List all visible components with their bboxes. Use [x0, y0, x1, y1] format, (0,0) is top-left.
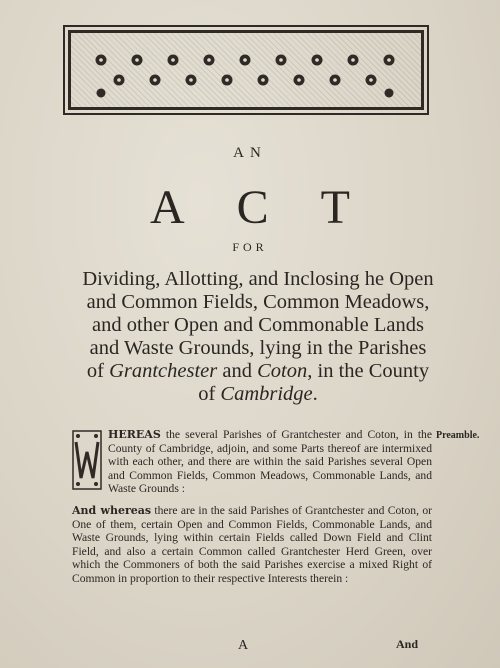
- signature-mark: A: [238, 638, 249, 653]
- margin-note: Preamble.: [436, 430, 480, 441]
- preamble-text: the several Parishes of Grantchester and Coton, in the County of Cambridge, adjoin, and some Parts thereof are intermixed with each other, and there are within the said Parishes several Open and Common Fields, Common Meadows, Commonable Lands, and Waste Grounds :: [108, 428, 432, 496]
- title-line-6: of Cambridge.: [198, 383, 318, 405]
- paragraph-whereas: [72, 504, 432, 586]
- heading-an: AN: [233, 145, 267, 161]
- title-line-4: and Waste Grounds, lying in the Parishes: [89, 337, 427, 359]
- decorated-initial-w-icon: [72, 430, 102, 490]
- ornamental-border: [68, 30, 424, 110]
- heading-act: ACT: [150, 181, 402, 234]
- preamble-lead-word: HEREAS: [108, 428, 161, 441]
- catchword: And: [396, 637, 419, 651]
- title-line-3: and other Open and Commonable Lands: [92, 314, 424, 336]
- heading-for: FOR: [232, 240, 268, 254]
- whereas-lead-word: And whereas: [72, 503, 152, 517]
- title-line-5: of Grantchester and Coton, in the County: [86, 360, 430, 382]
- whereas-text: there are in the said Parishes of Grantchester and Coton, or One of them, certain Open and Common Fields, Commonable Lands, and Waste Grounds, lying within certain Fields called Down Field and Clint Field, and also a certain Common called Grantchester Herd Green, over which the Commoners of both the said Parishes exercise a mixed Right of Common in proportion to their respective Interests therein :: [72, 503, 432, 585]
- floral-ornament-icon: [71, 33, 421, 107]
- paragraph-preamble: [72, 428, 432, 496]
- title-line-1: Dividing, Allotting, and Inclosing he Open: [82, 268, 434, 290]
- title-line-2: and Common Fields, Common Meadows,: [86, 291, 430, 313]
- act-title: [68, 268, 448, 406]
- act-body: [72, 428, 432, 597]
